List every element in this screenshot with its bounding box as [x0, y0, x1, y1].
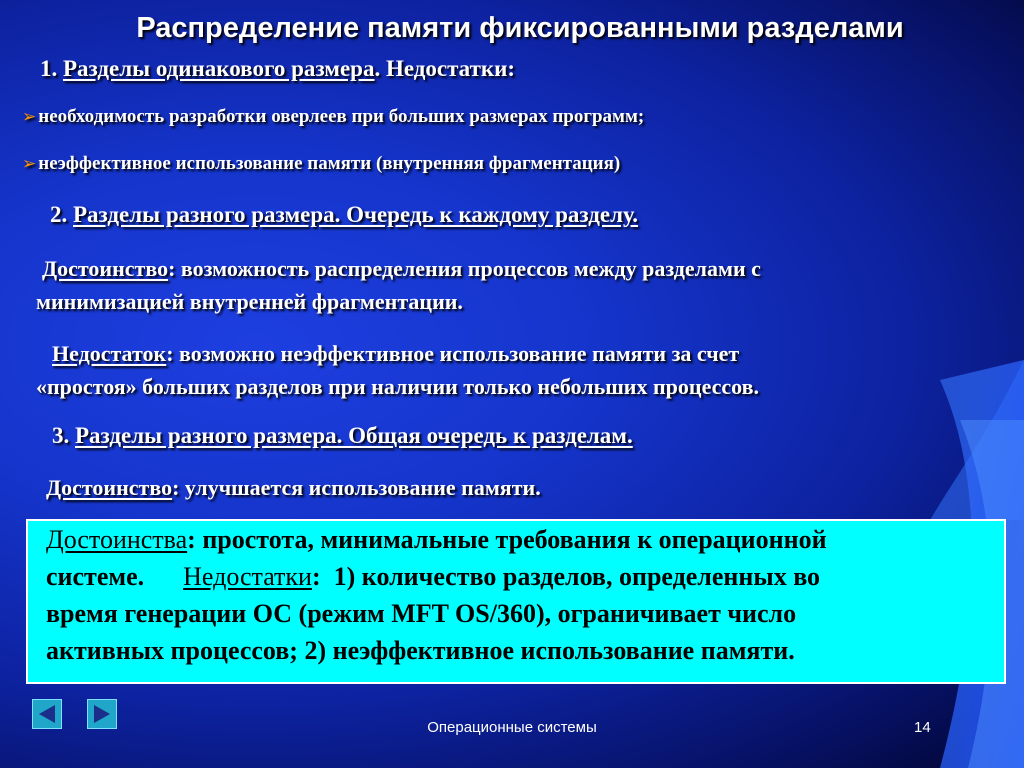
- summary-line-1: [46, 525, 827, 555]
- section3-heading: Разделы разного размера. Общая очередь к разделам.: [75, 423, 633, 448]
- section2-number: 2.: [50, 202, 73, 227]
- section2-disadvantage-label: Недостаток: [52, 341, 167, 366]
- summary-box: [26, 519, 1006, 684]
- arrow-bullet-icon: ➢: [22, 154, 37, 174]
- section1-bullet-1: [22, 106, 644, 128]
- section3-advantage-label: Достоинство: [46, 475, 173, 500]
- summary-line2-prefix: системе.: [46, 562, 184, 591]
- section1-heading: Разделы одинакового размера: [63, 56, 375, 81]
- section2-advantage-line-2: минимизацией внутренней фрагментации.: [36, 289, 463, 314]
- footer-course-title: Операционные системы: [427, 719, 597, 736]
- section3-number: 3.: [52, 423, 75, 448]
- section2-heading: Разделы разного размера. Очередь к каждому разделу.: [73, 202, 638, 227]
- section2-advantage-text: : возможность распределения процессов между разделами с: [168, 256, 761, 281]
- section2-disadvantage-line-1: [52, 341, 739, 367]
- section1-line: [40, 56, 515, 82]
- section1-number: 1.: [40, 56, 63, 81]
- section2-advantage-label: Достоинство: [42, 256, 169, 281]
- summary-line-2: [46, 562, 820, 592]
- section1-bullet-2: [22, 153, 620, 175]
- summary-line-3: время генерации ОС (режим MFT OS/360), ограничивает число: [46, 599, 797, 628]
- section3-advantage-text: : улучшается использование памяти.: [172, 475, 541, 500]
- arrow-bullet-icon: ➢: [22, 107, 37, 127]
- bullet-text: неэффективное использование памяти (внутренняя фрагментация): [38, 153, 621, 174]
- bullet-text: необходимость разработки оверлеев при больших размерах программ;: [38, 106, 645, 127]
- section2-advantage-line-1: [42, 256, 761, 282]
- summary-disadvantages-label: Недостатки: [183, 562, 312, 591]
- section1-suffix: . Недостатки:: [374, 56, 516, 81]
- summary-advantages-text: : простота, минимальные требования к операционной: [187, 525, 827, 554]
- section2-disadvantage-line-2: «простоя» больших разделов при наличии только небольших процессов.: [36, 374, 759, 399]
- page-number: 14: [914, 719, 931, 736]
- summary-disadvantages-text: : 1) количество разделов, определенных во: [311, 562, 821, 591]
- summary-line-4: активных процессов; 2) неэффективное использование памяти.: [46, 636, 795, 665]
- section3-heading-line: [52, 423, 633, 449]
- slide-title: Распределение памяти фиксированными разделами: [136, 12, 904, 44]
- section2-heading-line: [50, 202, 638, 228]
- section2-disadvantage-text: : возможно неэффективное использование памяти за счет: [166, 341, 740, 366]
- section3-advantage-line: [46, 475, 541, 501]
- summary-advantages-label: Достоинства: [46, 525, 188, 554]
